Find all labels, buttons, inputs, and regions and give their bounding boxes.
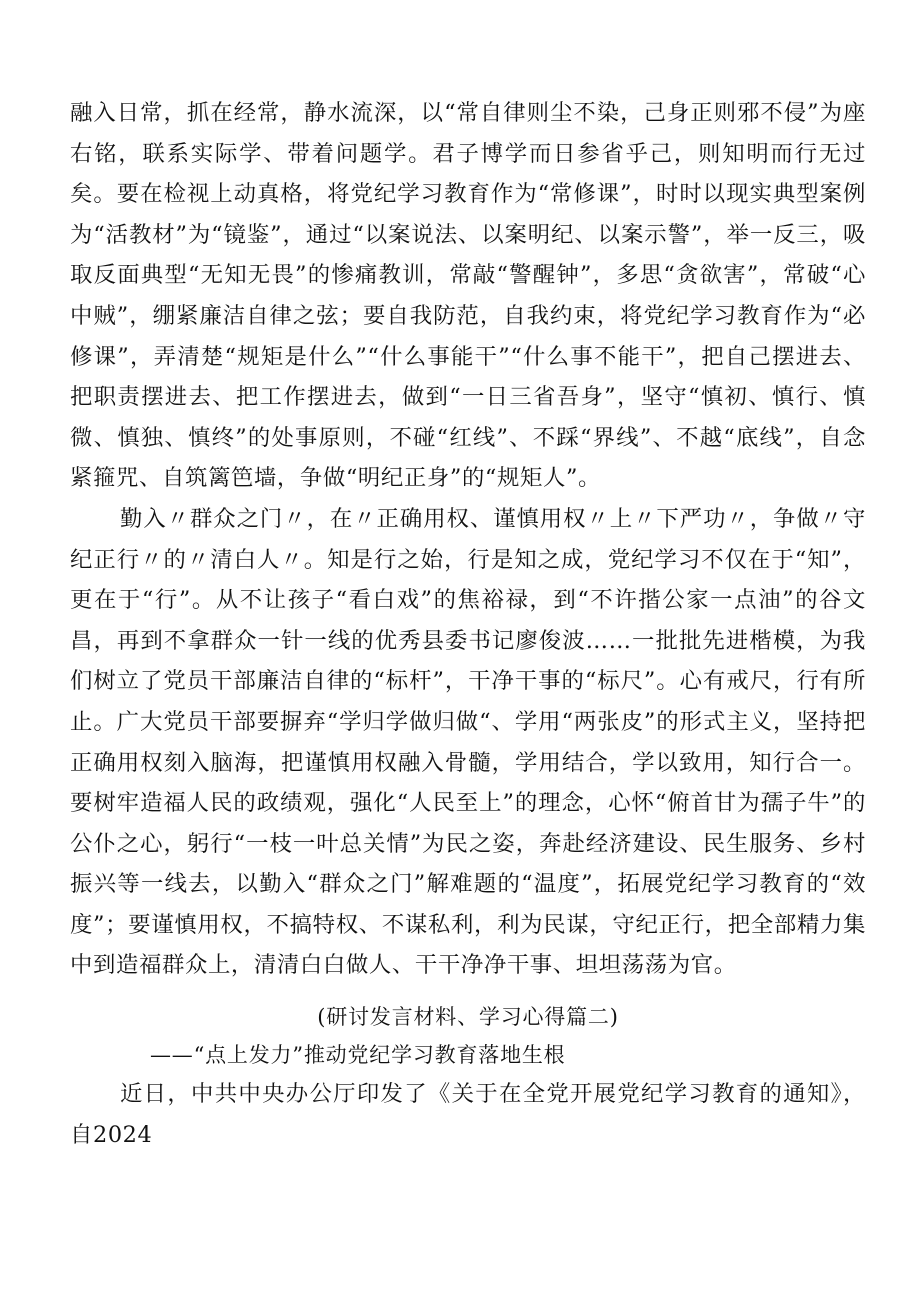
section-heading: (研讨发言材料、学习心得篇二) [317,1005,619,1030]
body-paragraph-3: 近日，中共中央办公厅印发了《关于在全党开展党纪学习教育的通知》，自2024 [70,1081,866,1148]
section-subheading: ——“点上发力”推动党纪学习教育落地生根 [150,1043,566,1068]
document-page [70,93,866,1155]
body-paragraph-1: 融入日常，抓在经常，静水流深，以“常自律则尘不染，己身正则邪不侵”为座右铭，联系实际学、带着问题学。君子博学而日参省乎己，则知明而行无过矣。要在检视上动真格，将党纪学习教育作为“常修课”，时时以现实典型案例为“活教材”为“镜鉴”，通过“以案说法、以案明纪、以案示警”，举一反三，吸取反面典型“无知无畏”的惨痛教训，常敲“警醒钟”，多思“贪欲害”，常破“心中贼”，绷紧廉洁自律之弦；要自我防范，自我约束，将党纪学习教育作为“必修课”，弄清楚“规矩是什么”“什么事能干”“什么事不能干”，把自己摆进去、把职责摆进去、把工作摆进去，做到“一日三省吾身”，坚守“慎初、慎行、慎微、慎独、慎终”的处事原则，不碰“红线”、不踩“界线”、不越“底线”，自念紧箍咒、自筑篱笆墙，争做“明纪正身”的“规矩人”。 [70,100,866,492]
body-paragraph-2: 勤入〃群众之门〃，在〃正确用权、谨慎用权〃上〃下严功〃，争做〃守纪正行〃的〃清白人〃。知是行之始，行是知之成，党纪学习不仅在于“知”，更在于“行”。从不让孩子“看白戏”的焦裕禄，到“不许揩公家一点油”的谷文昌，再到不拿群众一针一线的优秀县委书记廖俊波……一批批先进楷模，为我们树立了党员干部廉洁自律的“标杆”，干净干事的“标尺”。心有戒尺，行有所止。广大党员干部要摒弃“学归学做归做“、学用“两张皮”的形式主义，坚持把正确用权刻入脑海，把谨慎用权融入骨髓，学用结合，学以致用，知行合一。要树牢造福人民的政绩观，强化“人民至上”的理念，心怀“俯首甘为孺子牛”的公仆之心，躬行“一枝一叶总关情”为民之姿，奔赴经济建设、民生服务、乡村振兴等一线去，以勤入“群众之门”解难题的“温度”，拓展党纪学习教育的“效度”；要谨慎用权，不搞特权、不谋私利，利为民谋，守纪正行，把全部精力集中到造福群众上，清清白白做人、干干净净干事、坦坦荡荡为官。 [70,505,866,979]
